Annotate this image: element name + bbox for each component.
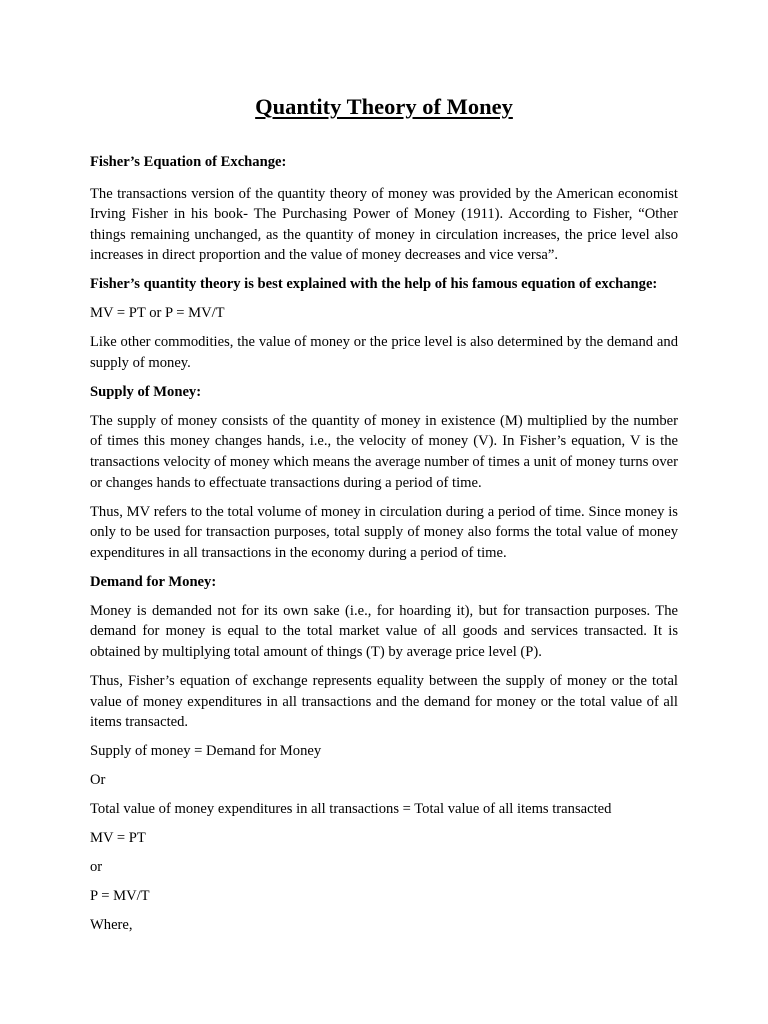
section-heading-fisher-equation: Fisher’s Equation of Exchange: — [90, 154, 287, 170]
line-total-value: Total value of money expenditures in all transactions = Total value of all items transacted — [90, 801, 612, 818]
paragraph-thus-fisher-equation: Thus, Fisher’s equation of exchange represents equality between the supply of money or the total value of money expenditures in all transactions and the demand for money or the total value of all items transacted. — [90, 672, 678, 731]
equation-mv-equals-pt: MV = PT — [90, 830, 146, 847]
line-where: Where, — [90, 917, 133, 934]
equation-mv-pt: MV = PT or P = MV/T — [90, 305, 225, 322]
paragraph-thus-mv: Thus, MV refers to the total volume of money in circulation during a period of time. Since money is only to be used for transaction purposes, total supply of money also forms the total value of money expenditures in all transactions in the economy during a period of time. — [90, 503, 678, 561]
paragraph-transactions-version: The transactions version of the quantity theory of money was provided by the American economist Irving Fisher in his book- The Purchasing Power of Money (1911). According to Fisher, “Other things remaining unchanged, as the quantity of money in circulation increases, the price level also increases in direct proportion and the value of money decreases and vice versa”. — [90, 185, 678, 264]
section-heading-demand-for-money: Demand for Money: — [90, 573, 217, 590]
paragraph-supply-of-money: The supply of money consists of the quantity of money in existence (M) multiplied by the number of times this money changes hands, i.e., the velocity of money (V). In Fisher’s equation, V is the transactions velocity of money which means the average number of times a unit of money turns over or changes hands to effectuate transactions during a period of time. — [90, 412, 678, 491]
heading-fisher-quantity-theory: Fisher’s quantity theory is best explained with the help of his famous equation of exchange: — [90, 276, 658, 293]
line-supply-equals-demand: Supply of money = Demand for Money — [90, 743, 322, 760]
equation-p-equals-mv-t: P = MV/T — [90, 888, 150, 905]
paragraph-demand-for-money: Money is demanded not for its own sake (i.e., for hoarding it), but for transaction purposes. The demand for money is equal to the total market value of all goods and services transacted. It is obtained by multiplying total amount of things (T) by average price level (P). — [90, 602, 678, 660]
document-body — [90, 92, 678, 944]
section-heading-supply-of-money: Supply of Money: — [90, 383, 202, 400]
document-title: Quantity Theory of Money — [255, 94, 513, 119]
line-or-2: or — [90, 859, 103, 876]
paragraph-like-other-commodities: Like other commodities, the value of money or the price level is also determined by the demand and supply of money. — [90, 334, 678, 371]
line-or-1: Or — [90, 772, 106, 789]
